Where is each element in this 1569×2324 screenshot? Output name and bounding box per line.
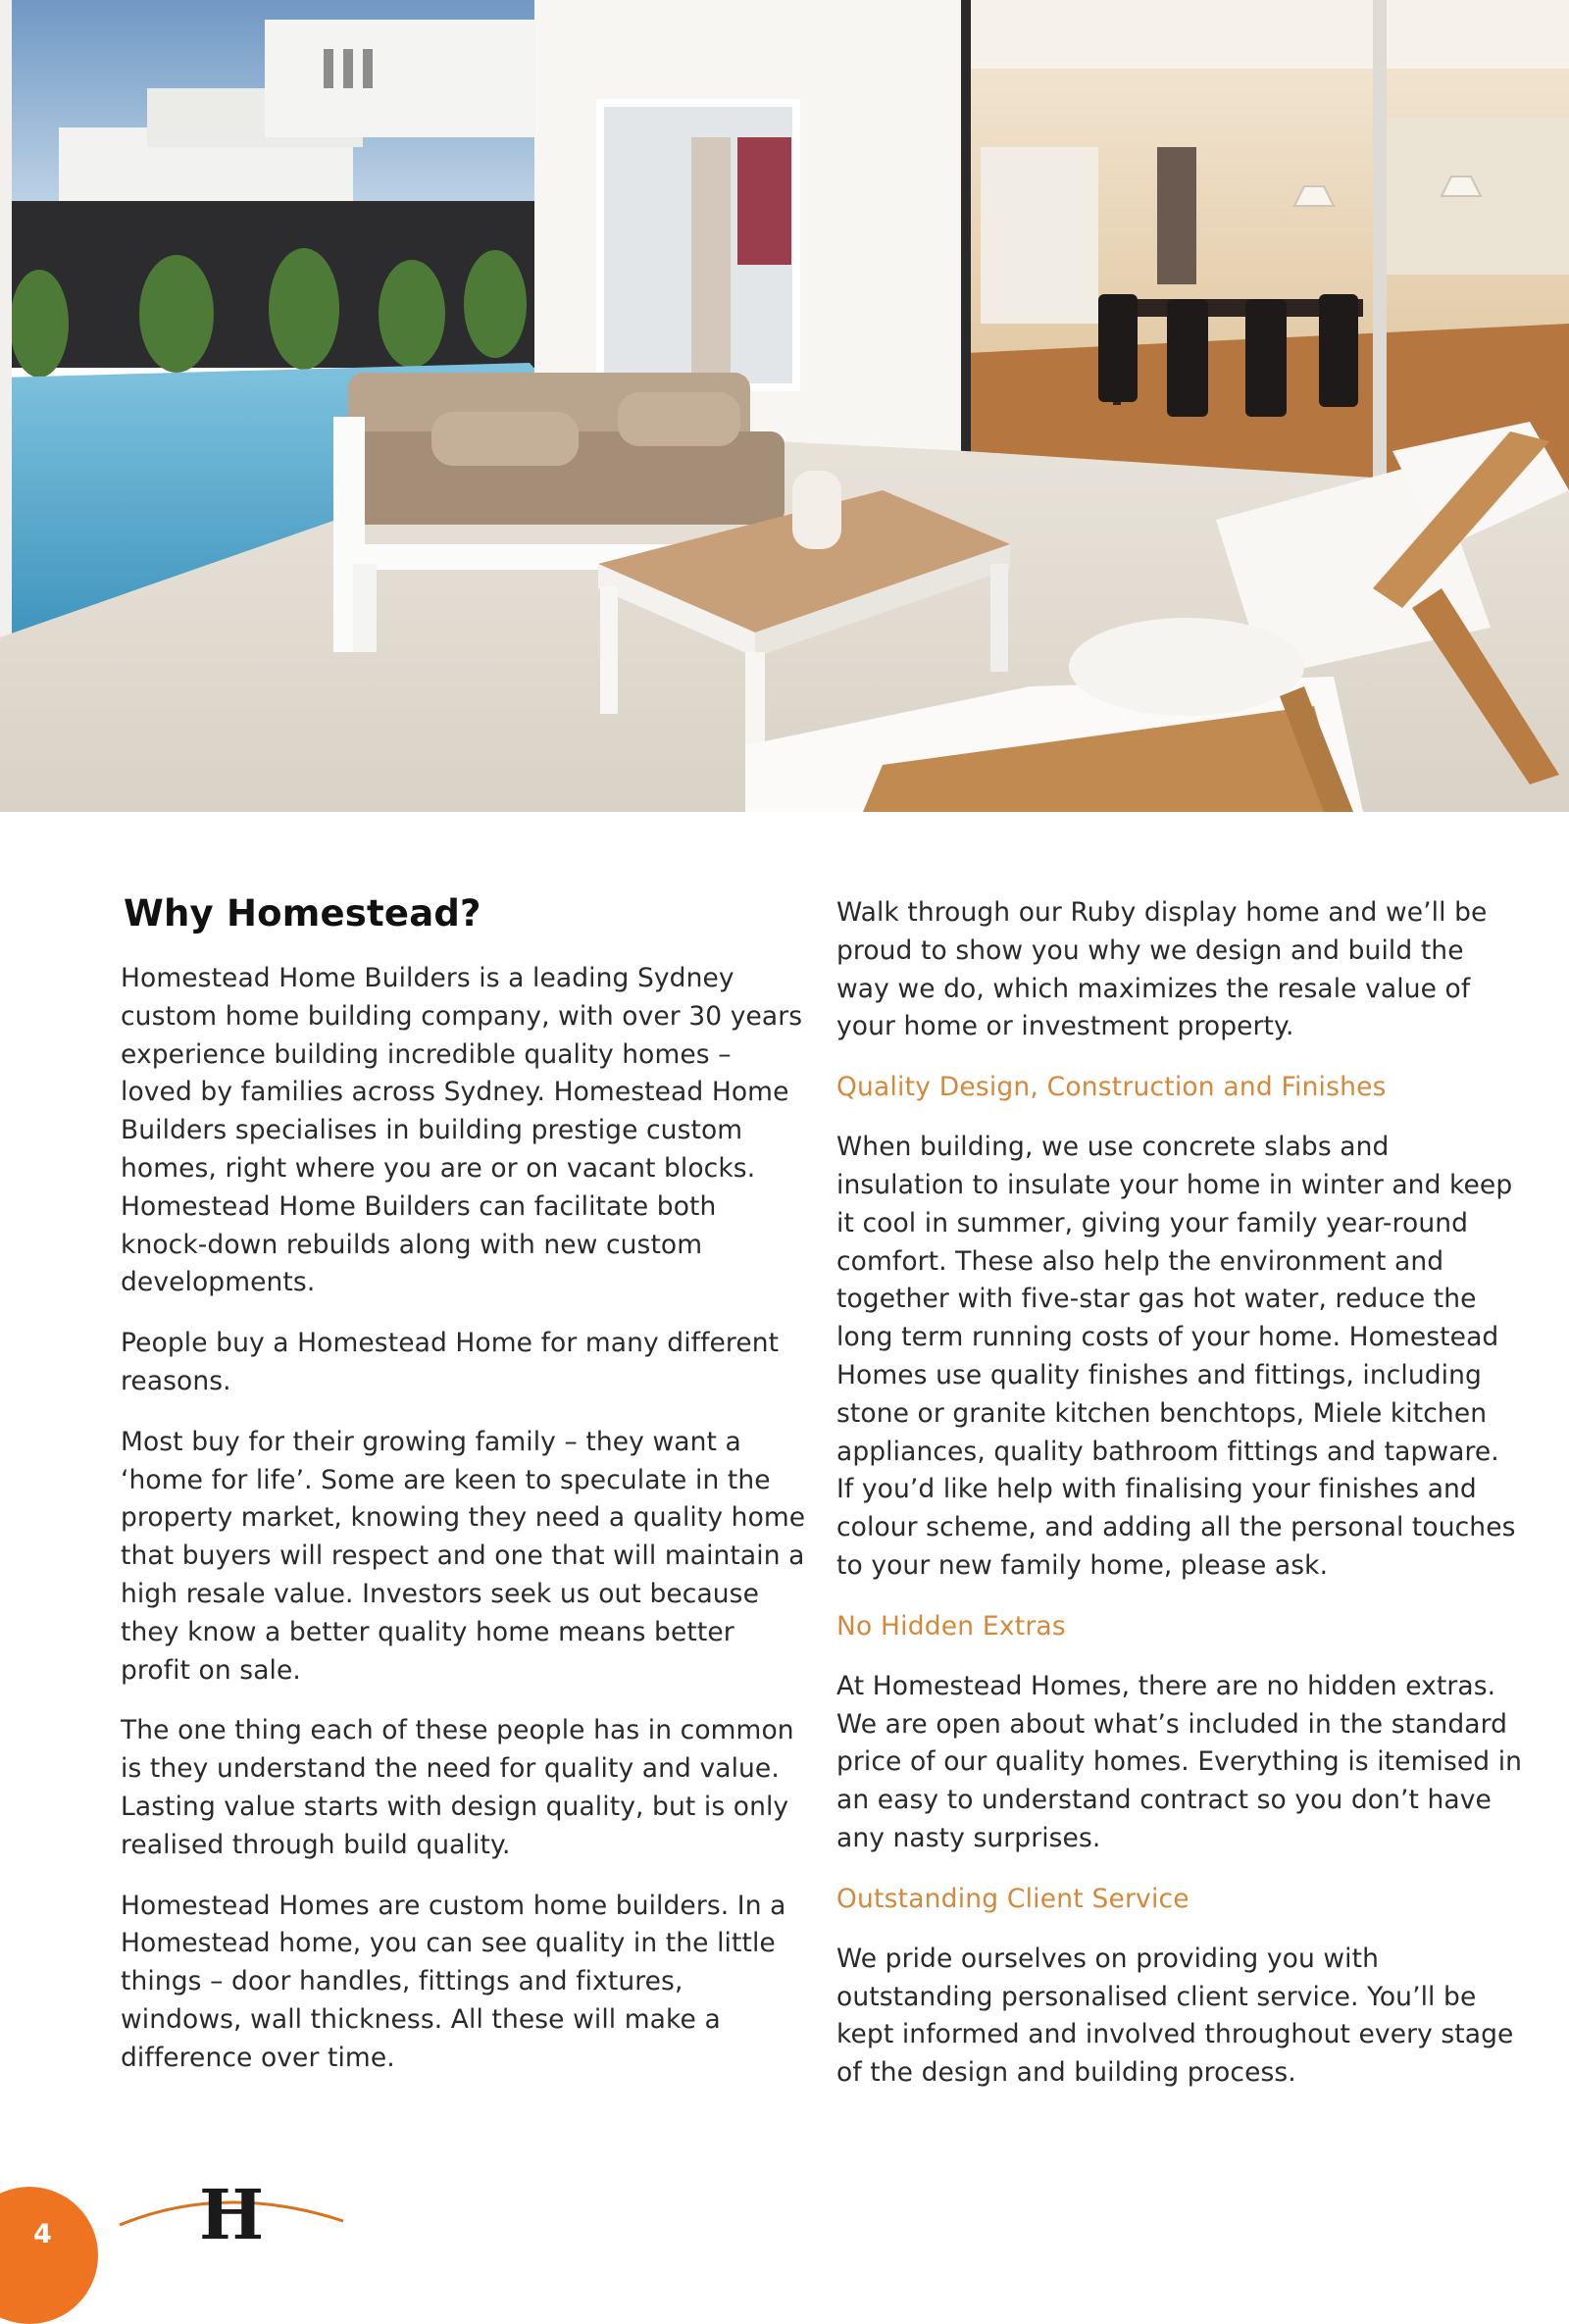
left-column	[121, 883, 807, 2100]
page-number: 4	[33, 2219, 52, 2249]
paragraph-no-hidden-extras: At Homestead Homes, there are no hidden extras. We are open about what’s included in the standard price of our quality homes. Everything is itemised in an easy to understand contract so you don’t have any nasty surprises.	[836, 1670, 1523, 1853]
paragraph-intro: Homestead Home Builders is a leading Sydney custom home building company, with over 30 years experience building incredible quality homes – loved by families across Sydney. Homestead Home Builders specialises in building prestige custom homes, right where you are or on vacant blocks. Homestead Home Builders can facilitate both knock-down rebuilds along with new custom developments.	[121, 963, 803, 1298]
subheading-quality-design: Quality Design, Construction and Finishes	[836, 1072, 1387, 1103]
paragraph-quality-design: When building, we use concrete slabs and insulation to insulate your home in winter and keep it cool in summer, giving your family year-round comfort. These also help the environment and together with five-star gas hot water, reduce the long term running costs of your home. Homestead Homes use quality finishes and fittings, including stone or granite kitchen benchtops, Miele kitchen appliances, quality bathroom fittings and tapware. If you’d like help with finalising your finishes and colour scheme, and adding all the personal touches to your new family home, please ask.	[836, 1132, 1516, 1581]
paragraph-quality-value: The one thing each of these people has in common is they understand the need for quality and value. Lasting value starts with design quality, but is only realised through build quality.	[121, 1715, 794, 1860]
page-number-badge	[0, 2187, 98, 2324]
paragraph-buyers: Most buy for their growing family – they want a ‘home for life’. Some are keen to speculate in the property market, knowing they need a quality home that buyers will respect and one that will maintain a high resale value. Investors seek us out because they know a better quality home means better profit on sale.	[121, 1426, 806, 1686]
paragraph-client-service: We pride ourselves on providing you with outstanding personalised client service. You’ll be kept informed and involved throughout every stage of the design and building process.	[836, 1943, 1514, 2089]
subheading-client-service: Outstanding Client Service	[836, 1883, 1189, 1914]
logo-letter: H	[199, 2174, 265, 2250]
paragraph-custom-builders: Homestead Homes are custom home builders. In a Homestead home, you can see quality in the little things – door handles, fittings and fixtures, windows, wall thickness. All these will make a difference over time.	[121, 1890, 786, 2073]
paragraph-reasons: People buy a Homestead Home for many different reasons.	[121, 1328, 780, 1396]
hero-photo	[0, 0, 1569, 812]
paragraph-display-home: Walk through our Ruby display home and we’ll be proud to show you why we design and build the way we do, which maximizes the resale value of your home or investment property.	[836, 897, 1488, 1042]
homestead-logo	[116, 2162, 351, 2254]
outdoor-living-illustration	[0, 0, 1569, 812]
logo-mark	[116, 2162, 351, 2250]
right-column	[836, 894, 1523, 2115]
page-title: Why Homestead?	[124, 892, 481, 935]
subheading-no-hidden-extras: No Hidden Extras	[836, 1610, 1066, 1642]
